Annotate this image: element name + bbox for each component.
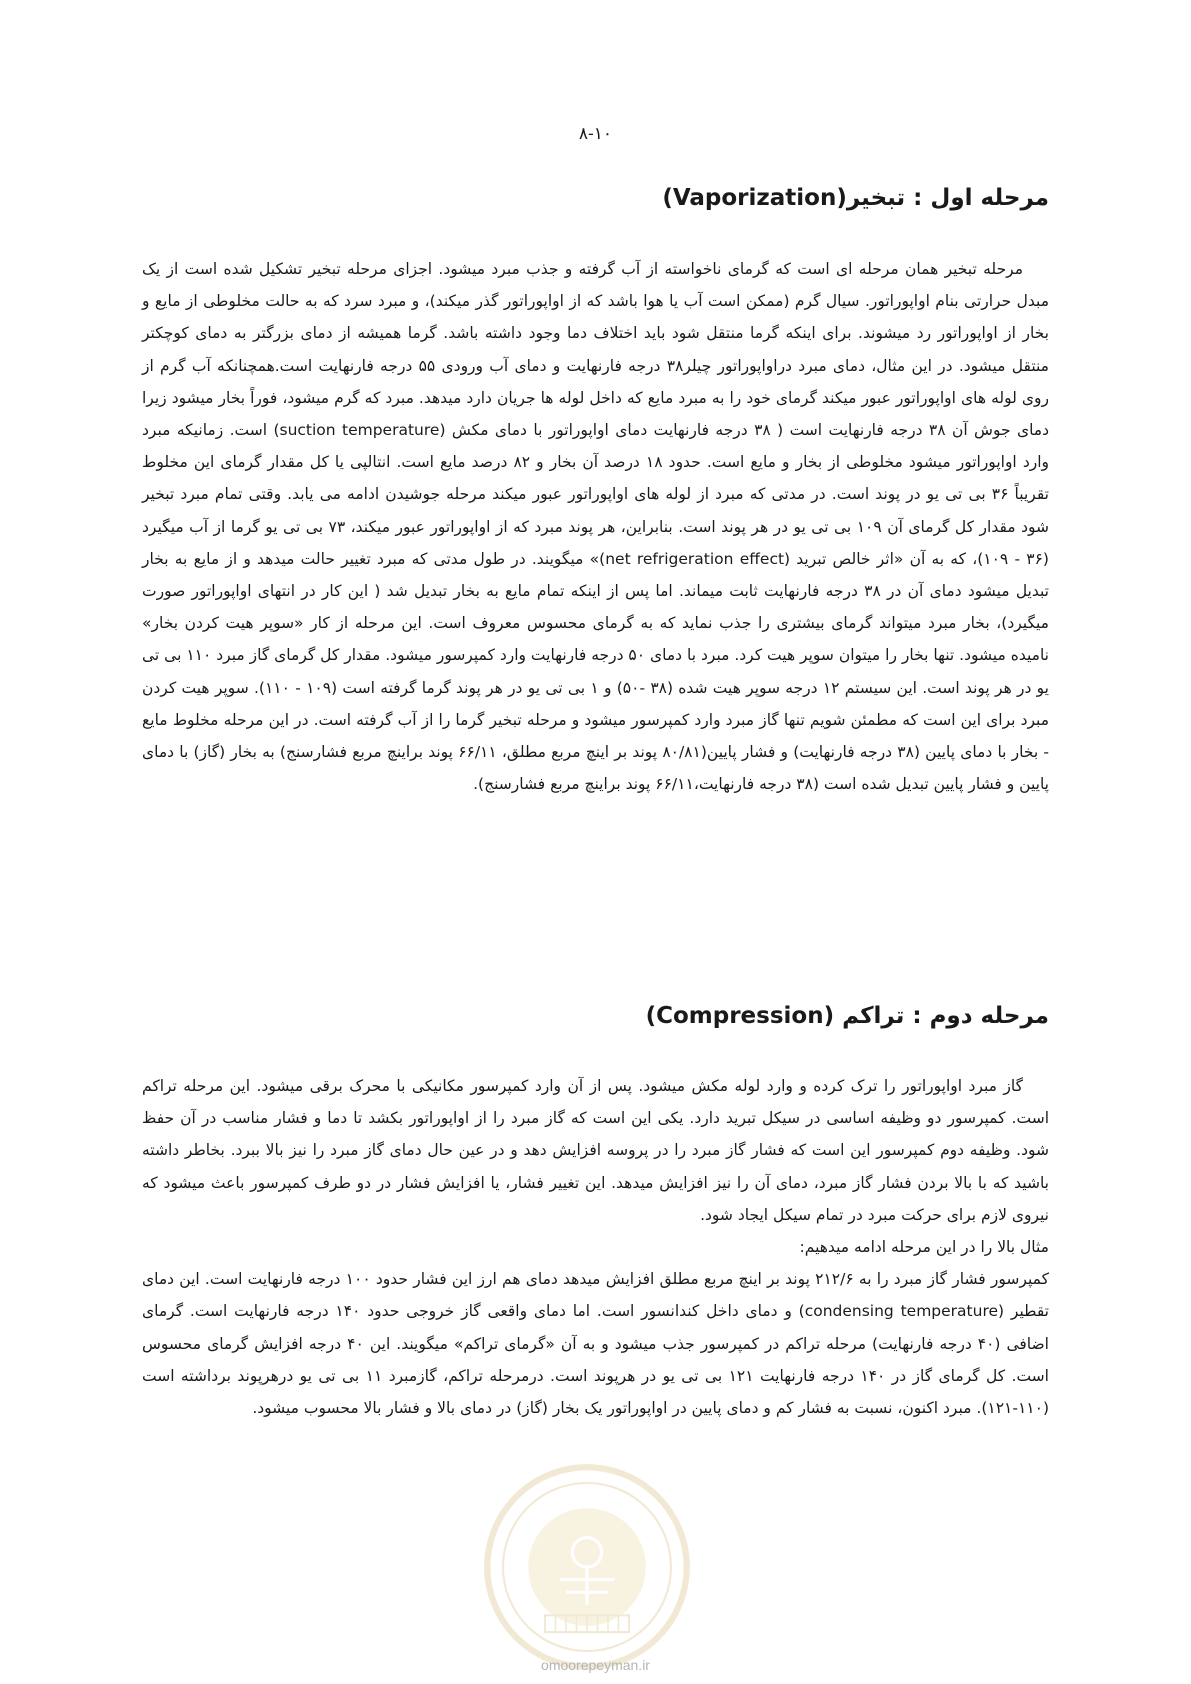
section-2-title: مرحله دوم : تراکم (Compression) — [645, 1003, 1049, 1029]
paragraph: مثال بالا را در این مرحله ادامه میدهیم: — [799, 1238, 1049, 1257]
watermark-url: omoorepeyman.ir — [541, 1657, 650, 1673]
paragraph: گاز مبرد اواپوراتور را ترک کرده و وارد لوله مکش میشود. پس از آن وارد کمپرسور مکانیکی با محرک برقی میشود. این مرحله تراکم است. کمپرسور دو وظیفه اساسی در سیکل تبرید دارد. یکی این است که گاز مبرد را از اواپوراتور بکشد تا دما و فشار مناسب در آن حفظ شود. وظیفه دوم کمپرسور این است که فشار گاز مبرد را در پروسه افزایش دهد و در عین حال دمای گاز مبرد را نیز بالا ببرد. بخاطر داشته باشید که با بالا بردن فشار گاز مبرد، دمای آن را نیز افزایش میدهد. این تغییر فشار، یا افزایش فشار در دو طرف کمپرسور باعث میشود که نیروی لازم برای حرکت مبرد در تمام سیکل ایجاد شود. — [142, 1077, 1049, 1224]
section-1-body — [142, 253, 1049, 800]
paragraph: مرحله تبخیر همان مرحله ای است که گرمای ناخواسته از آب گرفته و جذب مبرد میشود. اجزای مرحله تبخیر تشکیل شده است از یک مبدل حرارتی بنام اواپوراتور. سیال گرم (ممکن است آب یا هوا باشد که از اواپوراتور گذر میکند)، و مبرد سرد که به حالت مخلوطی از مایع و بخار از اواپوراتور رد میشوند. برای اینکه گرما منتقل شود باید اختلاف دما وجود داشته باشد. گرما همیشه از دمای بزرگتر به دمای کوچکتر منتقل میشود. در این مثال، دمای مبرد دراواپوراتور چیلر۳۸ درجه فارنهایت و دمای آب ورودی ۵۵ درجه فارنهایت است.همچنانکه آب گرم از روی لوله های اواپوراتور عبور میکند گرمای خود را به مبرد مایع که داخل لوله ها جریان دارد میدهد. مبرد که گرم میشود، فوراً بخار میشود زیرا دمای جوش آن ۳۸ درجه فارنهایت است ( ۳۸ درجه فارنهایت دمای اواپوراتور با دمای مکش (suction temperature) است. زمانیکه مبرد وارد اواپوراتور میشود مخلوطی از بخار و مایع است. حدود ۱۸ درصد آن بخار و ۸۲ درصد مایع است. انتالپی یا کل مقدار گرمای این مخلوط تقریباً ۳۶ بی تی یو در پوند است. در مدتی که مبرد از لوله های اواپوراتور عبور میکند مرحله جوشیدن ادامه می یابد. وقتی تمام مبرد تبخیر شود مقدار کل گرمای آن ۱۰۹ بی تی یو در هر پوند است. بنابراین، هر پوند مبرد که از اواپوراتور عبور میکند، ۷۳ بی تی یو گرما از آب میگیرد (۳۶ - ۱۰۹)، که به آن «اثر خالص تبرید (net refrigeration effect)» میگویند. در طول مدتی که مبرد تغییر حالت میدهد و از مایع به بخار تبدیل میشود دمای آن در ۳۸ درجه فارنهایت ثابت میماند. اما پس از اینکه تمام مایع به بخار تبدیل شد ( این کار در انتهای اواپوراتور صورت میگیرد)، بخار مبرد میتواند گرمای بیشتری را جذب نماید که به گرمای محسوس معروف است. این مرحله از کار «سوپر هیت کردن بخار» نامیده میشود. تنها بخار را میتوان سوپر هیت کرد. مبرد با دمای ۵۰ درجه فارنهایت وارد کمپرسور میشود. مقدار کل گرمای گاز مبرد ۱۱۰ بی تی یو در هر پوند است. این سیستم ۱۲ درجه سوپر هیت شده (۳۸ -۵۰) و ۱ بی تی یو در هر پوند گرما گرفته است (۱۰۹ - ۱۱۰). سوپر هیت کردن مبرد برای این است که مطمئن شویم تنها گاز مبرد وارد کمپرسور میشود و مرحله تبخیر گرما را از آب گرفته است. در این مرحله مخلوط مایع - بخار با دمای پایین (۳۸ درجه فارنهایت) و فشار پایین(۸۰/۸۱ پوند بر اینچ مربع مطلق، ۶۶/۱۱ پوند براینچ مربع فشارسنج) به بخار (گاز) با دمای پایین و فشار پایین تبدیل شده است (۳۸ درجه فارنهایت،۶۶/۱۱ پوند براینچ مربع فشارسنج). — [142, 260, 1050, 794]
publisher-seal-watermark — [482, 1462, 692, 1672]
section-2-body — [142, 1070, 1049, 1424]
paragraph: کمپرسور فشار گاز مبرد را به ۲۱۲/۶ پوند بر اینچ مربع مطلق افزایش میدهد دمای هم ارز این فشار حدود ۱۰۰ درجه فارنهایت است. این دمای تقطیر (condensing temperature) و دمای داخل کندانسور است. اما دمای واقعی گاز خروجی حدود ۱۴۰ درجه فارنهایت است. گرمای اضافی (۴۰ درجه فارنهایت) مرحله تراکم در کمپرسور جذب میشود و به آن «گرمای تراکم» میگویند. این ۴۰ درجه افزایش گرمای محسوس است. کل گرمای گاز در ۱۴۰ درجه فارنهایت ۱۲۱ بی تی یو در هرپوند است. درمرحله تراکم، گازمبرد ۱۱ بی تی یو درهرپوند برداشته است (۱۱۰-۱۲۱). مبرد اکنون، نسبت به فشار کم و دمای پایین در اواپوراتور یک بخار (گاز) در دمای بالا و فشار بالا محسوب میشود. — [142, 1270, 1049, 1418]
section-1-title: مرحله اول : تبخیر(Vaporization) — [662, 185, 1049, 211]
page-number: ۸-۱۰ — [578, 124, 613, 144]
